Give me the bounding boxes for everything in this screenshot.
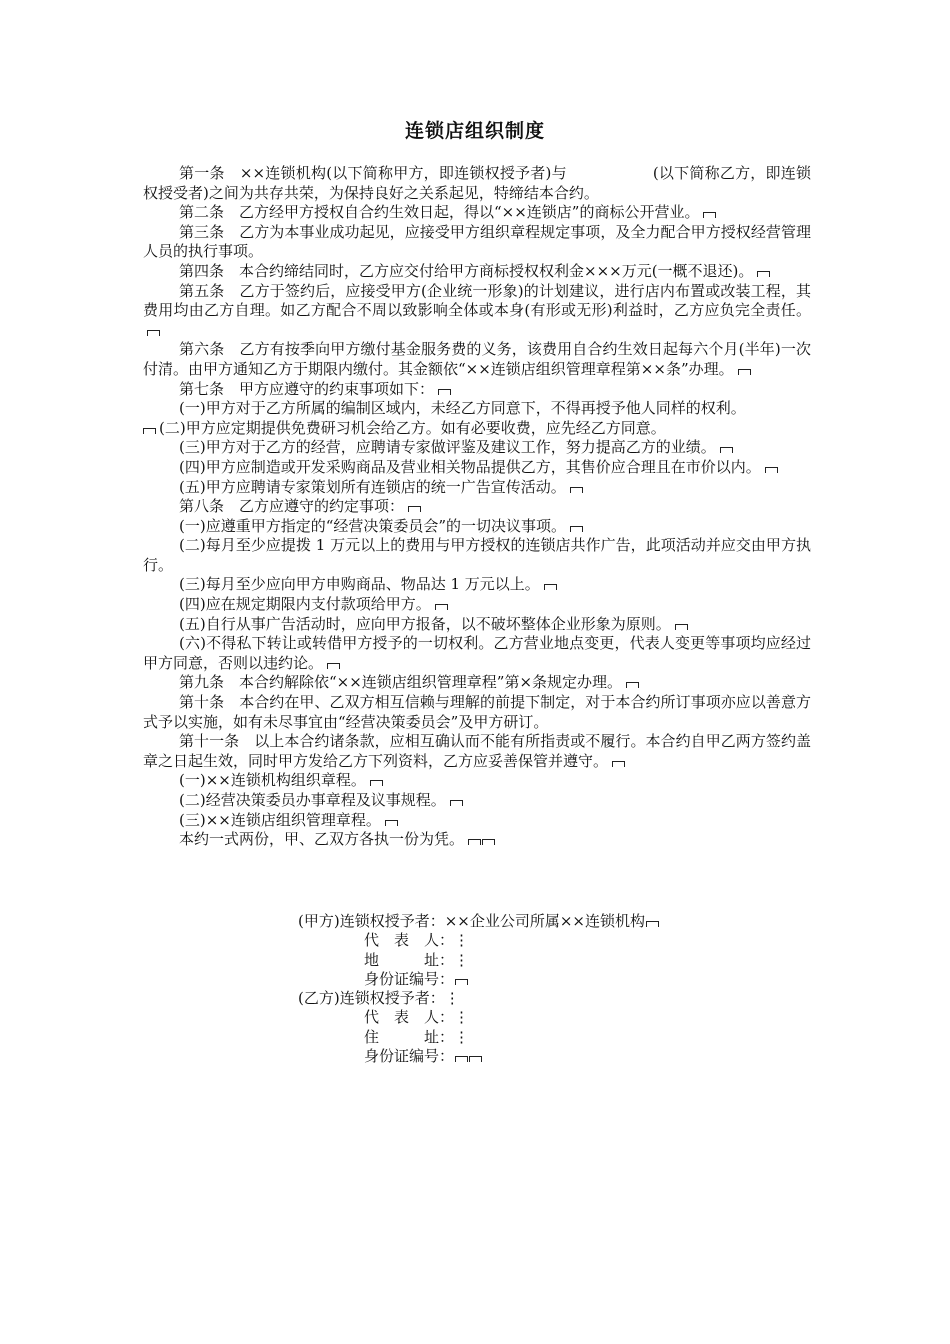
party-b-id-row <box>298 1047 798 1066</box>
article-8-text: 第八条 乙方应遵守的约定事项： <box>179 497 405 516</box>
article-3 <box>143 223 811 262</box>
paragraph-mark-icon <box>765 467 778 473</box>
article-8-item-1-text: (一)应遵重甲方指定的“经营决策委员会”的一切决议事项。 <box>179 516 567 535</box>
article-2 <box>143 203 811 223</box>
paragraph-mark-icon <box>544 584 557 590</box>
article-11-item-3 <box>143 811 811 831</box>
paragraph-mark-icon <box>570 487 583 493</box>
closing-line <box>143 830 811 850</box>
article-7-text: 第七条 甲方应遵守的约束事项如下： <box>179 379 435 398</box>
paragraph-mark-icon <box>570 526 583 532</box>
paragraph-mark-icon <box>469 1056 482 1062</box>
article-7-item-2-text: (二)甲方应定期提供免费研习机会给乙方。如有必要收费，应先经乙方同意。 <box>159 418 666 437</box>
article-1-text-a: 第一条 ××连锁机构(以下简称甲方，即连锁权授予者)与 <box>179 164 567 182</box>
paragraph-mark-icon <box>675 624 688 630</box>
party-b-rep-row <box>298 1008 798 1027</box>
closing-text: 本约一式两份，甲、乙双方各执一份为凭。 <box>179 830 465 849</box>
article-11 <box>143 732 811 771</box>
party-b-address-row <box>298 1028 798 1047</box>
article-8-item-4 <box>143 595 811 615</box>
blank-dots: ⋮ <box>454 1008 470 1027</box>
article-10 <box>143 693 811 732</box>
blank-dots: ⋮ <box>454 950 470 969</box>
blank-dots: ⋮ <box>454 1027 470 1046</box>
party-a-label: (甲方)连锁权授予者： <box>298 912 445 930</box>
article-10-text: 第十条 本合约在甲、乙双方相互信赖与理解的前提下制定，对于本合约所订事项亦应以善意方式予以实施，如有未尽事宜由“经营决策委员会”及甲方研订。 <box>143 693 811 731</box>
article-8 <box>143 497 811 517</box>
article-6 <box>143 340 811 379</box>
paragraph-mark-icon <box>703 212 716 218</box>
blank-dots: ⋮ <box>454 931 470 950</box>
paragraph-mark-icon <box>626 682 639 688</box>
paragraph-mark-icon <box>455 979 468 985</box>
paragraph-mark-icon <box>435 604 448 610</box>
paragraph-mark-icon <box>738 369 751 375</box>
party-b-id-label: 身份证编号： <box>364 1047 455 1066</box>
paragraph-mark-icon <box>455 1056 468 1062</box>
paragraph-mark-icon <box>482 839 495 845</box>
article-11-item-1-text: (一)××连锁机构组织章程。 <box>179 771 366 790</box>
article-8-item-3 <box>143 575 811 595</box>
party-a-rep-row <box>298 931 798 950</box>
paragraph-mark-icon <box>327 663 340 669</box>
article-7-item-3 <box>143 438 811 458</box>
paragraph-mark-icon <box>646 921 659 927</box>
article-7-item-5-text: (五)甲方应聘请专家策划所有连锁店的统一广告宣传活动。 <box>179 477 566 496</box>
paragraph-mark-icon <box>720 447 733 453</box>
article-7-item-4 <box>143 458 811 478</box>
article-5-text: 第五条 乙方于签约后，应接受甲方(企业统一形象)的计划建议，进行店内布置或改装工程，其费用均由乙方自理。如乙方配合不周以致影响全体或本身(有形或无形)利益时，乙方应负完全责任。 <box>143 281 811 320</box>
paragraph-mark-icon <box>143 428 156 434</box>
article-6-text: 第六条 乙方有按季向甲方缴付基金服务费的义务，该费用自合约生效日起每六个月(半年)一次付清。由甲方通知乙方于期限内缴付。其金额依“××连锁店组织管理章程第××条”办理。 <box>143 340 811 378</box>
article-11-item-1 <box>143 771 811 791</box>
party-a-address-row <box>298 951 798 970</box>
article-9-text: 第九条 本合约解除依“××连锁店组织管理章程”第×条规定办理。 <box>179 673 623 692</box>
article-8-item-5 <box>143 615 811 635</box>
signature-block <box>298 912 798 1066</box>
article-11-text: 第十一条 以上本合约诸条款，应相互确认而不能有所指责或不履行。本合约自甲乙两方签约盖章之日起生效，同时甲方发给乙方下列资料，乙方应妥善保管并遵守。 <box>143 732 811 770</box>
party-a-rep-label: 代 表 人： <box>364 931 455 950</box>
article-2-text: 第二条 乙方经甲方授权自合约生效日起，得以“××连锁店”的商标公开营业。 <box>179 203 700 222</box>
article-8-item-6-text: (六)不得私下转让或转借甲方授予的一切权利。乙方营业地点变更，代表人变更等事项均应经过甲方同意，否则以违约论。 <box>143 634 811 672</box>
article-7-item-5 <box>143 478 811 498</box>
paragraph-mark-icon <box>450 800 463 806</box>
paragraph-mark-icon <box>438 389 451 395</box>
paragraph-mark-icon <box>370 780 383 786</box>
party-a-id-row <box>298 970 798 989</box>
article-8-item-3-text: (三)每月至少应向甲方申购商品、物品达 1 万元以上。 <box>179 575 540 594</box>
article-11-item-2-text: (二)经营决策委员办事章程及议事规程。 <box>179 791 446 809</box>
article-8-item-2 <box>143 536 811 575</box>
article-9 <box>143 673 811 693</box>
article-7-item-1 <box>143 399 811 419</box>
article-11-item-2 <box>143 791 811 811</box>
party-a-value: ××企业公司所属××连锁机构 <box>444 912 645 930</box>
blank-dots: ⋮ <box>444 989 460 1008</box>
party-a-address-label: 地 址： <box>364 950 455 969</box>
article-8-item-5-text: (五)自行从事广告活动时，应向甲方报备，以不破坏整体企业形象为原则。 <box>179 614 671 633</box>
article-8-item-1 <box>143 517 811 537</box>
article-8-item-6 <box>143 634 811 673</box>
paragraph-mark-icon <box>757 271 770 277</box>
party-a-id-label: 身份证编号： <box>364 969 455 988</box>
party-b-rep-label: 代 表 人： <box>364 1008 455 1027</box>
party-a-row <box>298 912 798 931</box>
article-8-item-4-text: (四)应在规定期限内支付款项给甲方。 <box>179 595 431 614</box>
article-4 <box>143 262 811 282</box>
paragraph-mark-icon <box>408 506 421 512</box>
article-4-text: 第四条 本合约缔结同时，乙方应交付给甲方商标授权权利金×××万元(一概不退还)。 <box>179 261 754 280</box>
paragraph-mark-icon <box>385 820 398 826</box>
article-5 <box>143 282 811 341</box>
party-b-row <box>298 989 798 1008</box>
paragraph-mark-icon <box>147 330 160 336</box>
article-3-text: 第三条 乙方为本事业成功起见，应接受甲方组织章程规定事项，及全力配合甲方授权经营管理人员的执行事项。 <box>143 222 811 261</box>
article-11-item-3-text: (三)××连锁店组织管理章程。 <box>179 810 381 829</box>
paragraph-mark-icon <box>468 839 481 845</box>
article-7-item-2 <box>143 419 811 439</box>
contract-body <box>143 164 811 850</box>
article-7 <box>143 380 811 400</box>
article-7-item-3-text: (三)甲方对于乙方的经营，应聘请专家做评鉴及建议工作，努力提高乙方的业绩。 <box>179 438 716 457</box>
party-b-label: (乙方)连锁权授予者： <box>298 989 445 1008</box>
article-8-item-2-text: (二)每月至少应提拨 1 万元以上的费用与甲方授权的连锁店共作广告，此项活动并应交由甲方执行。 <box>143 536 811 574</box>
paragraph-mark-icon <box>612 761 625 767</box>
party-b-address-label: 住 址： <box>364 1027 455 1046</box>
article-7-item-1-text: (一)甲方对于乙方所属的编制区域内，未经乙方同意下，不得再授予他人同样的权利。 <box>179 399 746 418</box>
article-1 <box>143 164 811 203</box>
document-title: 连锁店组织制度 <box>404 120 545 142</box>
article-7-item-4-text: (四)甲方应制造或开发采购商品及营业相关物品提供乙方，其售价应合理且在市价以内。 <box>179 457 761 476</box>
article-1-text-b: (以下简称乙方，即连锁权授受者)之间为共存共荣，为保持良好之关系起见，特缔结本合约。 <box>143 164 812 202</box>
